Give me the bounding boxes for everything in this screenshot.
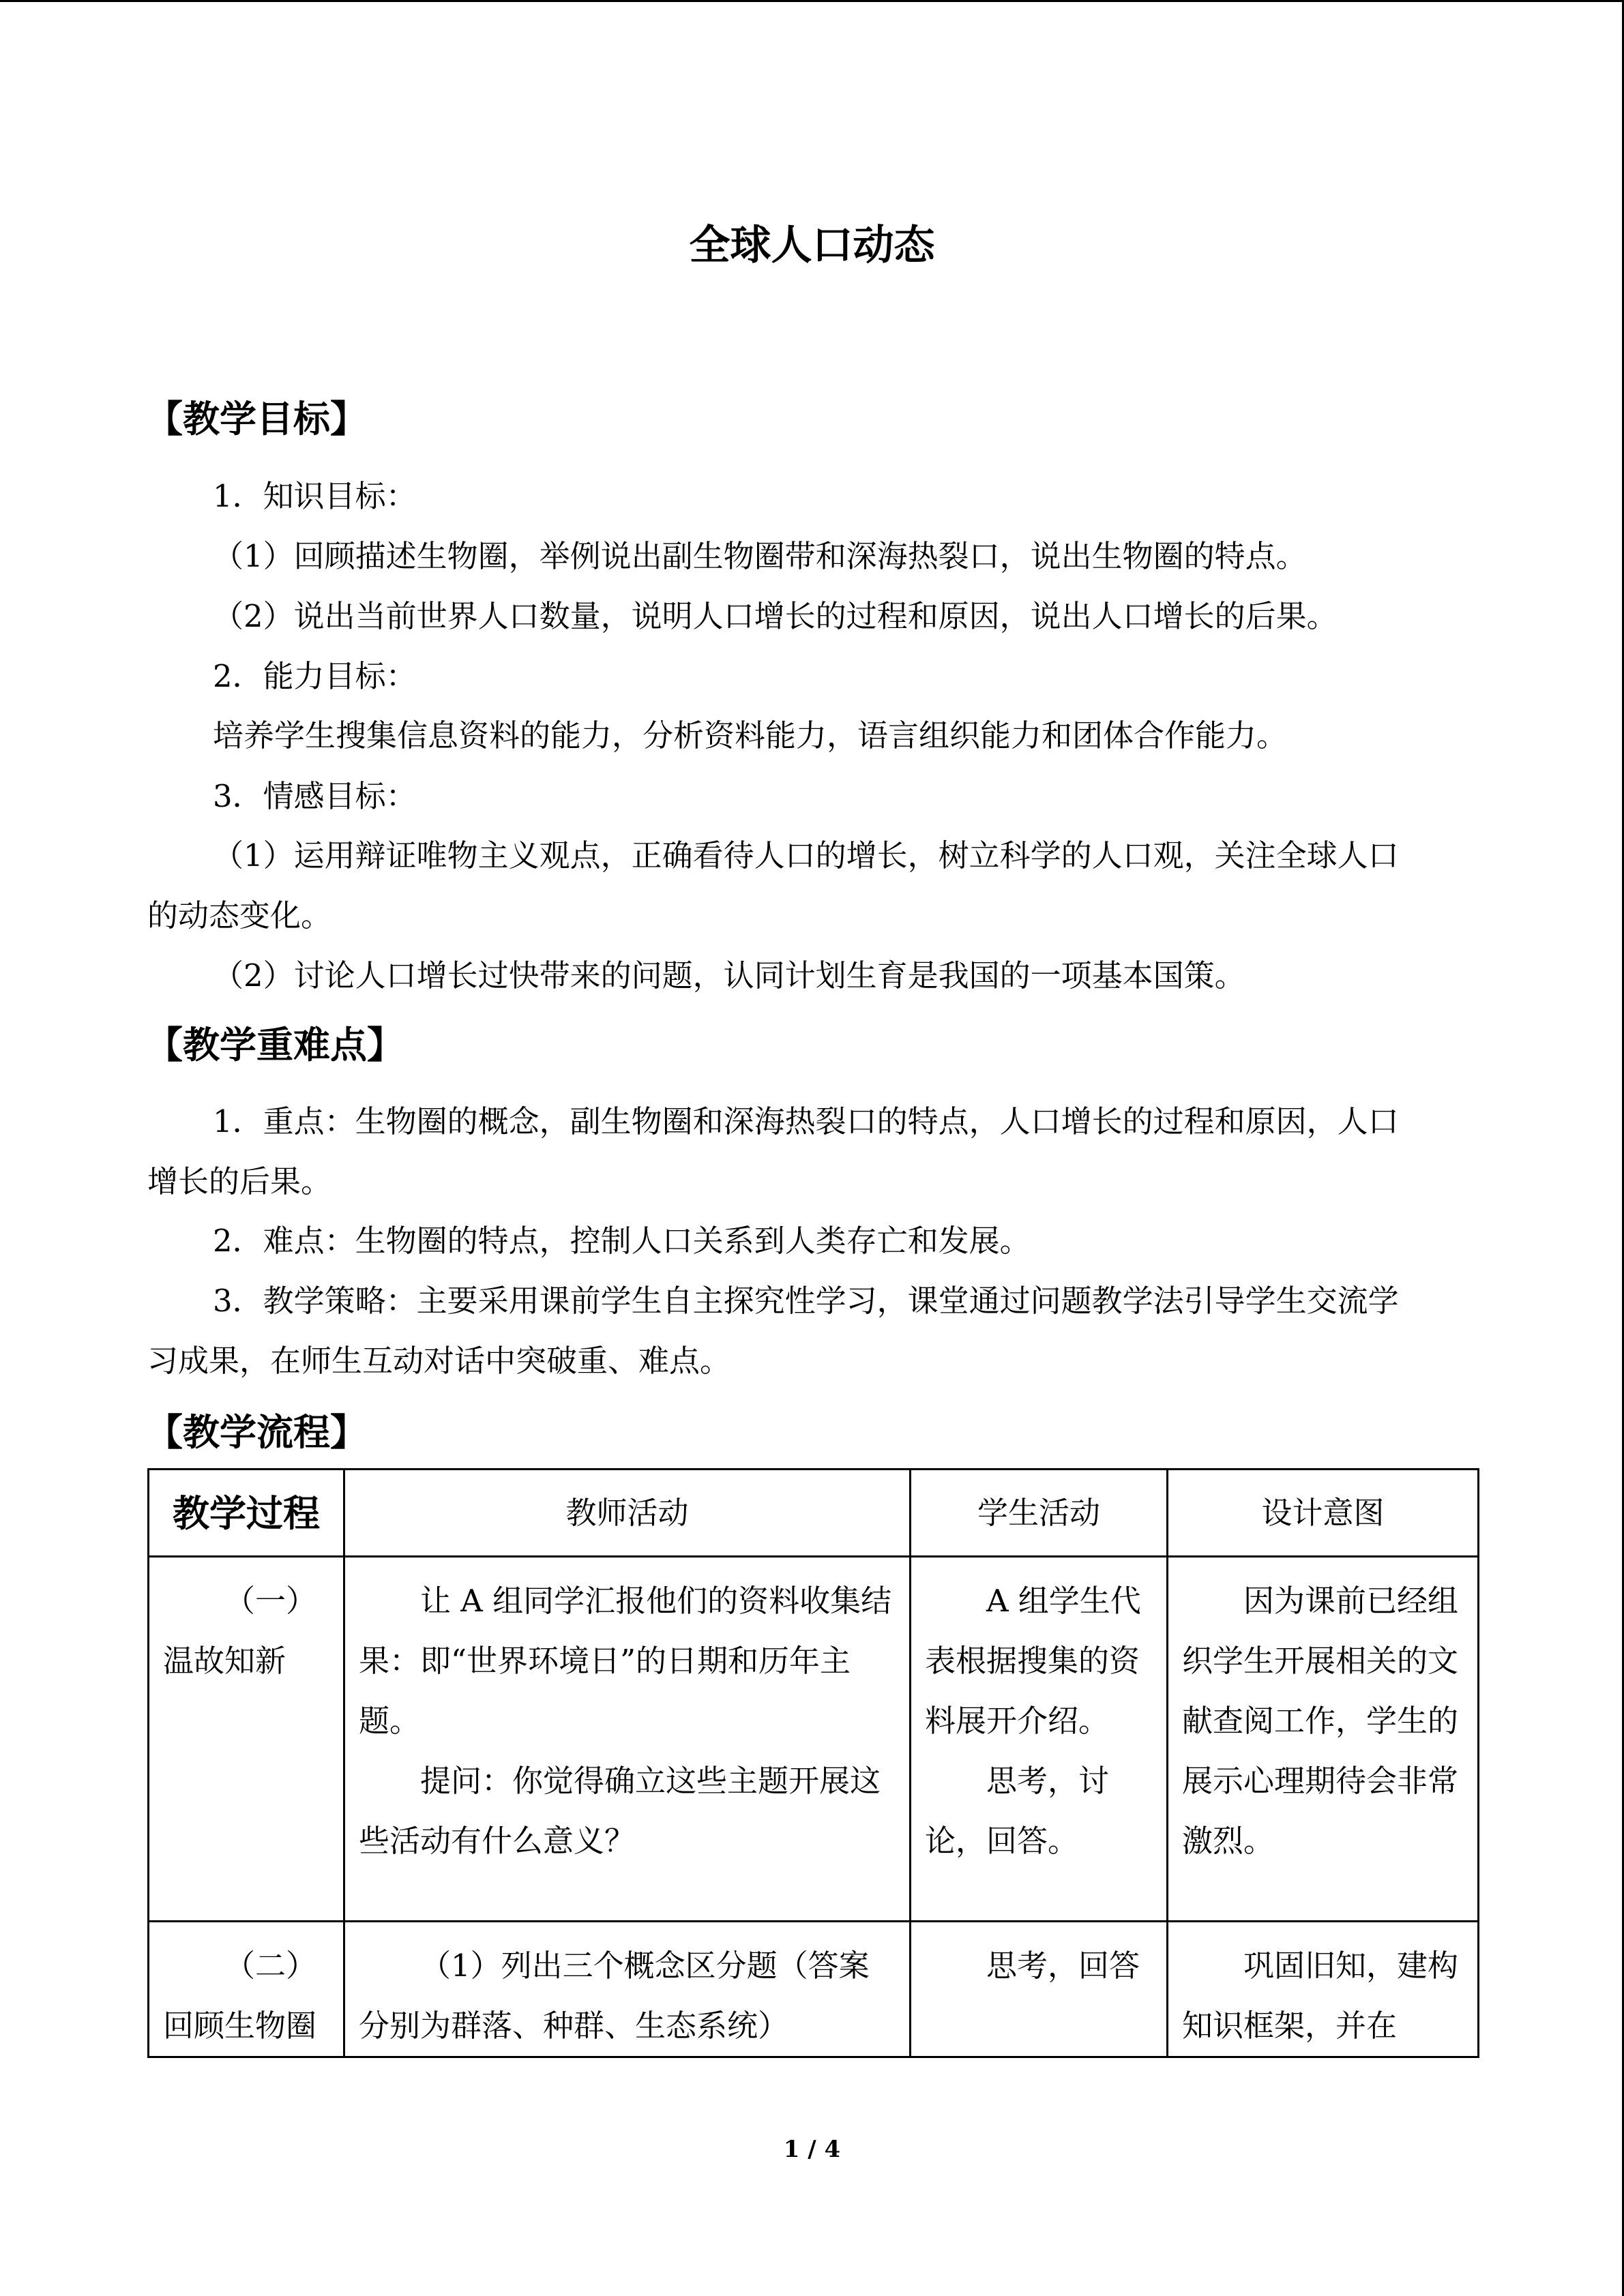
table-row xyxy=(149,1922,1479,2057)
student-text: A 组学生代表根据搜集的资料展开介绍。 xyxy=(925,1583,1141,1739)
student-cell xyxy=(911,1922,1168,2057)
col-header-student: 学生活动 xyxy=(911,1470,1168,1557)
document-title: 全球人口动态 xyxy=(689,222,935,269)
intent-text: 巩固旧知，建构知识框架，并在 xyxy=(1182,1948,1459,2044)
page-number: 1 / 4 xyxy=(783,2136,841,2163)
objectives-line: 培养学生搜集信息资料的能力，分析资料能力，语言组织能力和团体合作能力。 xyxy=(213,717,1288,754)
flow-header-row xyxy=(149,1470,1479,1557)
teacher-text: （1）列出三个概念区分题（答案分别为群落、种群、生态系统） xyxy=(359,1948,870,2044)
stage-cell xyxy=(149,1922,344,2057)
stage-number: （二） xyxy=(224,1948,317,1984)
flow-heading: 【教学流程】 xyxy=(146,1410,367,1454)
objectives-line: （1）运用辩证唯物主义观点，正确看待人口的增长，树立科学的人口观，关注全球人口 xyxy=(213,837,1399,874)
objectives-heading: 【教学目标】 xyxy=(146,397,367,441)
student-text: 思考，讨论，回答。 xyxy=(925,1763,1110,1859)
page-border-top xyxy=(0,0,1624,2)
table-row xyxy=(149,1557,1479,1922)
col-header-intent: 设计意图 xyxy=(1168,1470,1479,1557)
keypoints-heading: 【教学重难点】 xyxy=(146,1023,404,1067)
intent-cell xyxy=(1168,1922,1479,2057)
keypoints-line: 3．教学策略：主要采用课前学生自主探究性学习，课堂通过问题教学法引导学生交流学 xyxy=(213,1283,1399,1319)
objectives-line: （2）讨论人口增长过快带来的问题，认同计划生育是我国的一项基本国策。 xyxy=(213,957,1245,994)
stage-number: （一） xyxy=(224,1583,317,1619)
teacher-text: 让 A 组同学汇报他们的资料收集结果：即“世界环境日”的日期和历年主题。 xyxy=(359,1583,892,1739)
objectives-line: （1）回顾描述生物圈，举例说出副生物圈带和深海热裂口，说出生物圈的特点。 xyxy=(213,538,1307,574)
flow-table xyxy=(147,1468,1479,2058)
col-header-stage: 教学过程 xyxy=(149,1470,344,1557)
teacher-cell xyxy=(344,1557,911,1922)
stage-cell xyxy=(149,1557,344,1922)
intent-cell xyxy=(1168,1557,1479,1922)
objectives-line: 2．能力目标： xyxy=(213,658,417,694)
stage-name: 温故知新 xyxy=(163,1643,286,1679)
keypoints-line: 2．难点：生物圈的特点，控制人口关系到人类存亡和发展。 xyxy=(213,1223,1031,1259)
student-text: 思考，回答 xyxy=(986,1948,1140,1984)
objectives-line: 3．情感目标： xyxy=(213,778,417,814)
teacher-cell xyxy=(344,1922,911,2057)
stage-name: 回顾生物圈 xyxy=(163,2008,317,2044)
student-cell xyxy=(911,1557,1168,1922)
intent-text: 因为课前已经组织学生开展相关的文献查阅工作，学生的展示心理期待会非常激烈。 xyxy=(1182,1583,1459,1859)
keypoints-line: 1．重点：生物圈的概念，副生物圈和深海热裂口的特点，人口增长的过程和原因，人口 xyxy=(213,1103,1399,1139)
objectives-line: （2）说出当前世界人口数量，说明人口增长的过程和原因，说出人口增长的后果。 xyxy=(213,598,1338,634)
objectives-line: 的动态变化。 xyxy=(147,897,332,934)
teacher-text: 提问：你觉得确立这些主题开展这些活动有什么意义？ xyxy=(359,1763,881,1859)
keypoints-line: 习成果，在师生互动对话中突破重、难点。 xyxy=(147,1343,731,1379)
col-header-teacher: 教师活动 xyxy=(344,1470,911,1557)
keypoints-line: 增长的后果。 xyxy=(147,1163,332,1199)
objectives-line: 1．知识目标： xyxy=(213,478,417,514)
